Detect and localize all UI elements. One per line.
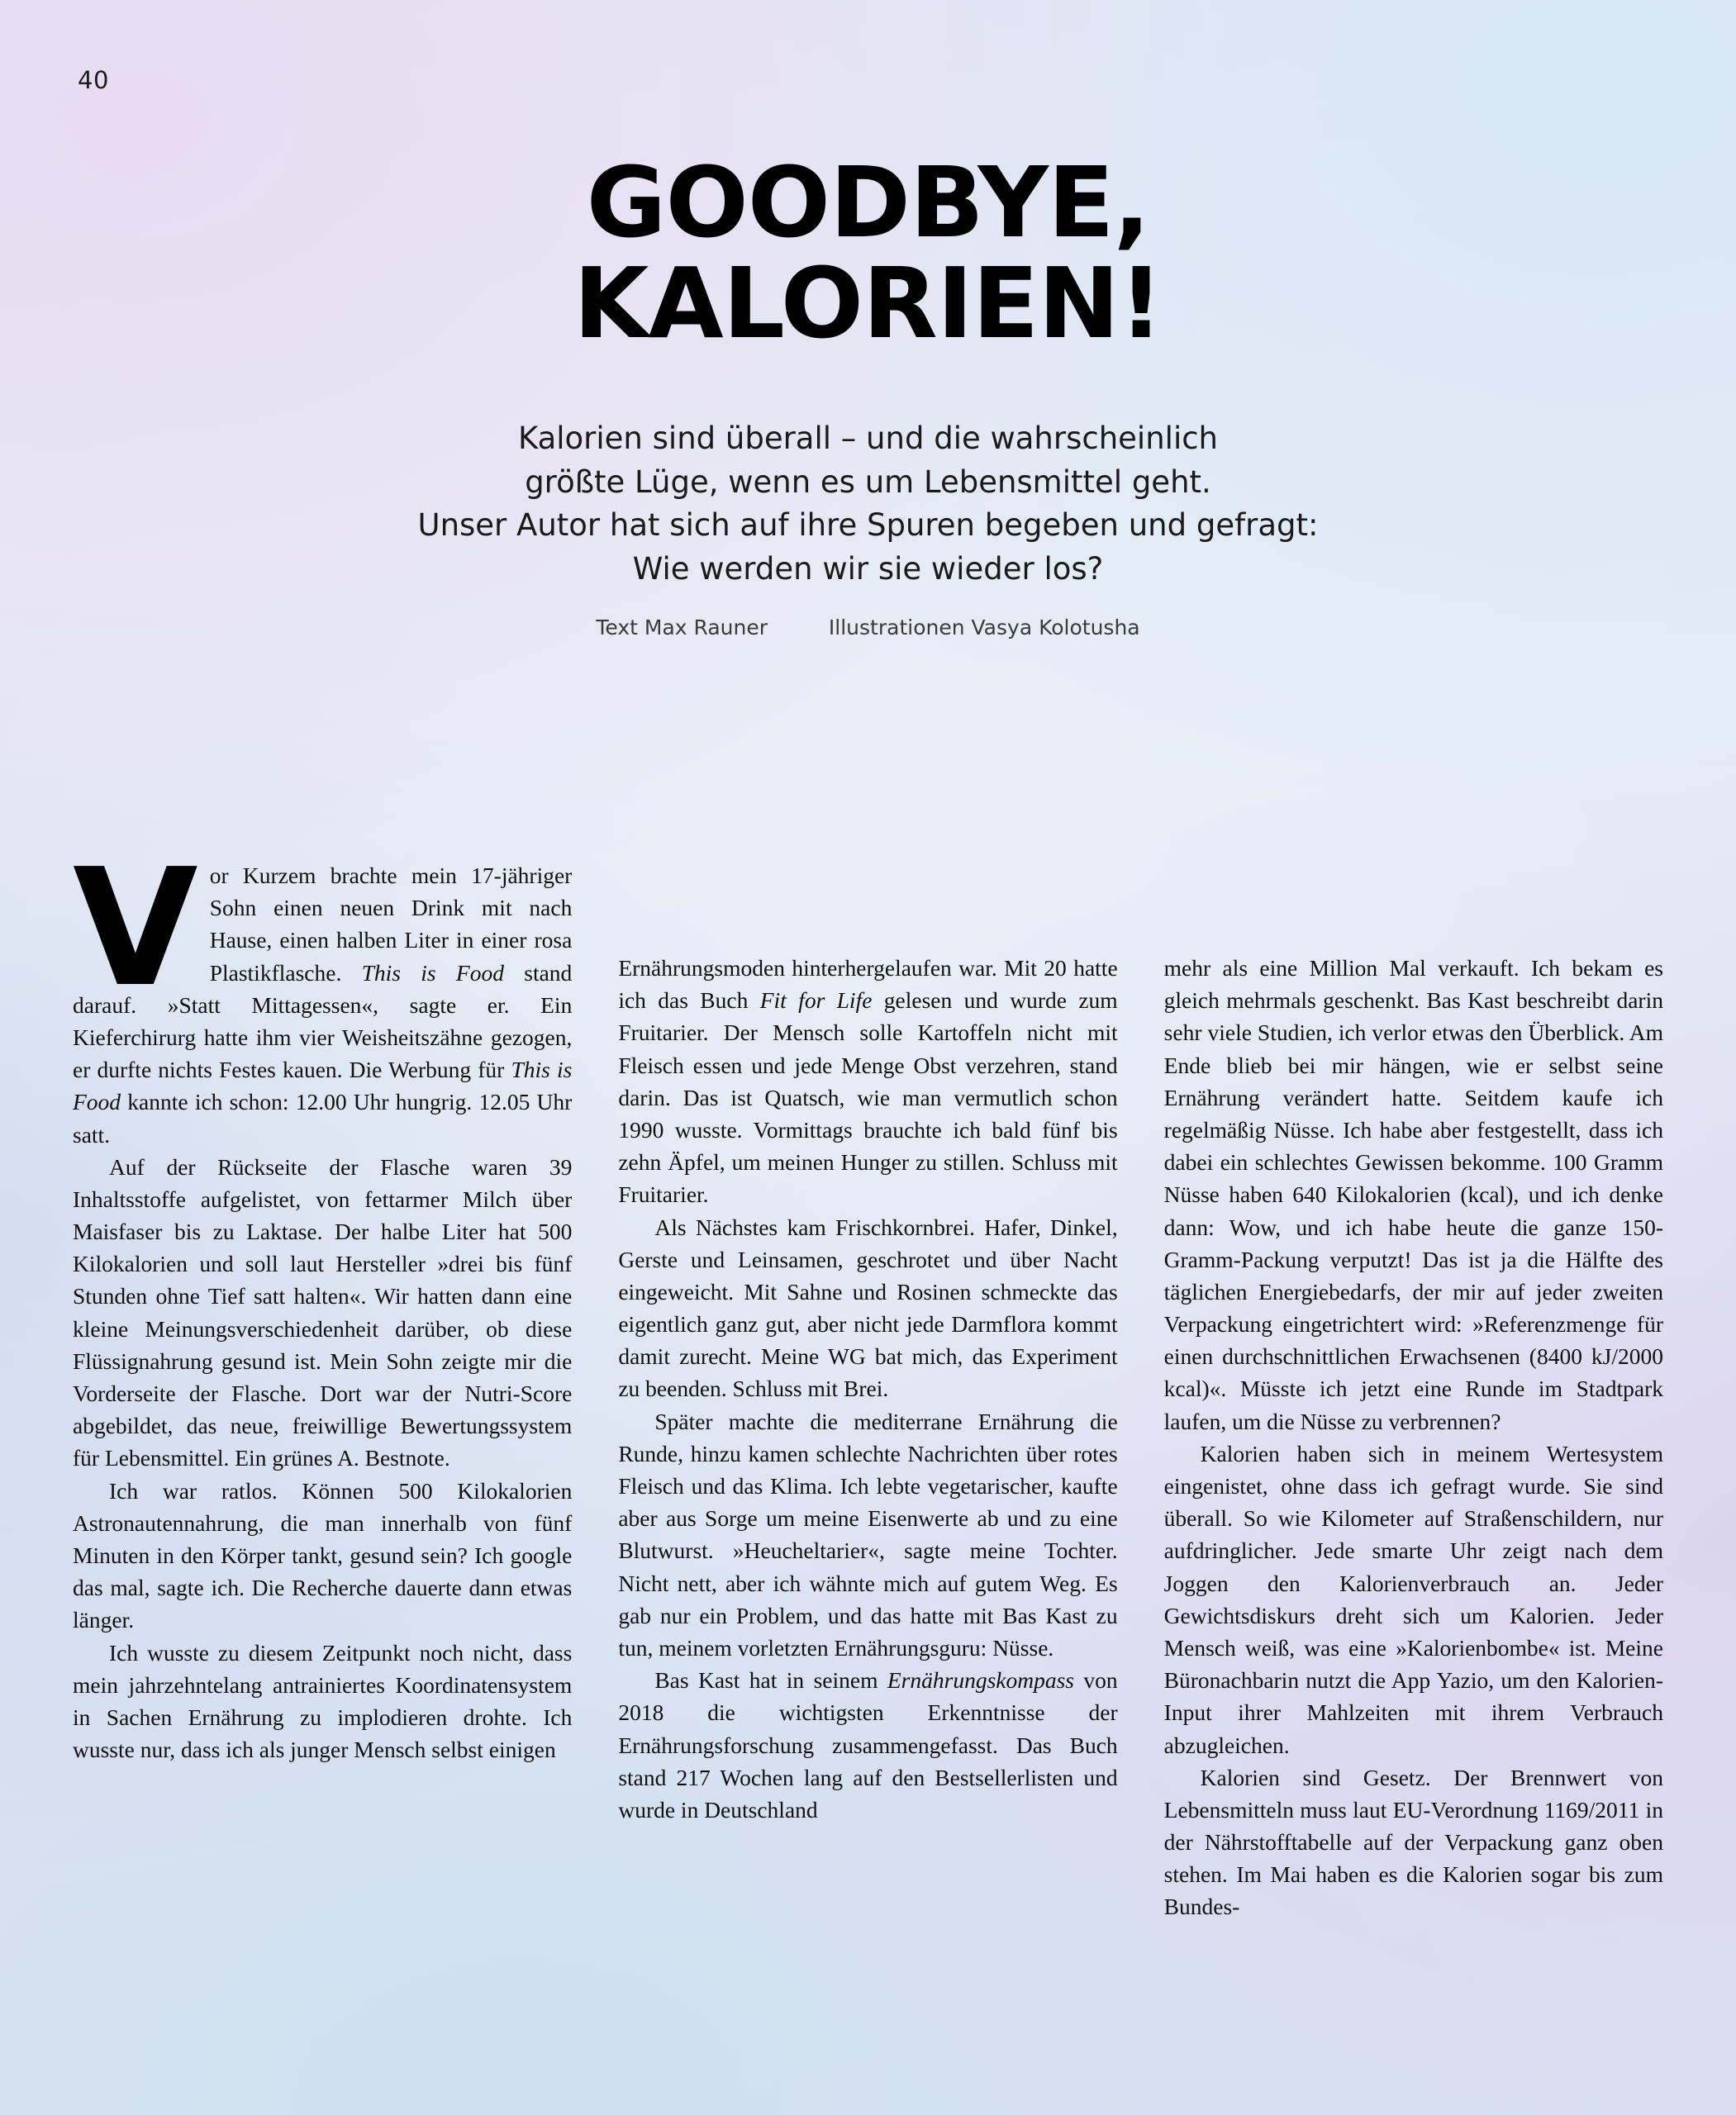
work-title: This is Food [361,959,504,986]
byline [0,615,1736,639]
column-three [1164,859,1663,2065]
headline-line-2: KALORIEN! [573,245,1163,360]
paragraph: mehr als eine Million Mal verkauft. Ich bekam es gleich mehrmals geschenkt. Bas Kast beschreibt darin sehr viele Studien, ich verlor etwas den Überblick. Am Ende blieb bei mir hängen, wie er selbst seine Ernährung verändert hatte. Seitdem kaufe ich regelmäßig Nüsse. Ich habe aber festgestellt, dass ich dabei ein schlechtes Gewissen bekomme. 100 Gramm Nüsse haben 640 Kilokalorien (kcal), und ich denke dann: Wow, und ich habe heute die ganze 150-Gramm-Packung verputzt! Das ist ja die Hälfte des täglichen Energiebedarfs, der mir auf jeder zweiten Verpackung eingetrichtert wird: »Referenzmenge für einen durchschnittlichen Erwachsenen (8400 kJ/2000 kcal)«. Müsste ich jetzt eine Runde im Stadtpark laufen, um die Nüsse zu verbrennen? [1163,955,1663,1434]
work-title: Fit for Life [759,987,873,1014]
paragraph: Ich war ratlos. Können 500 Kilokalorien Astronautennahrung, die man innerhalb von fünf Minuten in den Körper tankt, gesund sein? Ich google das mal, sagte ich. Die Recherche dauerte dann etwas länger. [73,1477,573,1633]
paragraph: Als Nächstes kam Frischkornbrei. Hafer, Dinkel, Gerste und Leinsamen, geschrotet und über Nacht eingeweicht. Mit Sahne und Rosinen schmeckte das eigentlich ganz gut, aber nicht jede Darmflora kommt damit zurecht. Meine WG bat mich, das Experiment zu beenden. Schluss mit Brei. [618,1214,1118,1402]
paragraph: Ernährungsmoden hinterhergelaufen war. Mit 20 hatte ich das Buch Fit for Life gelesen und wurde zum Fruitarier. Der Mensch solle Kartoffeln nicht mit Fleisch essen und jede Menge Obst verzehren, stand darin. Das ist Quatsch, wie man vermutlich schon 1990 wusste. Vormittags brauchte ich bald fünf bis zehn Äpfel, um meinen Hunger zu stillen. Schluss mit Fruitarier. [618,955,1118,1208]
byline-illustrator: Illustrationen Vasya Kolotusha [828,615,1140,639]
paragraph: Kalorien sind Gesetz. Der Brennwert von Lebensmitteln muss laut EU-Verordnung 1169/2011 in der Nährstofftabelle auf der Verpackung ganz oben stehen. Im Mai haben es die Kalorien sogar bis zum Bundes- [1163,1764,1663,1920]
standfirst-line-3: Unser Autor hat sich auf ihre Spuren begeben und gefragt: [417,507,1319,544]
work-title: This is Food [73,1057,573,1115]
standfirst-line-4: Wie werden wir sie wieder los? [632,550,1104,587]
column-two [618,859,1117,2065]
column-one [73,834,573,2065]
paragraph: Auf der Rückseite der Flasche waren 39 Inhaltsstoffe aufgelistet, von fettarmer Milch über Maisfaser bis zu Laktase. Der halbe Liter hat 500 Kilokalorien und soll laut Hersteller »drei bis fünf Stunden ohne Tief satt halten«. Wir hatten dann eine kleine Meinungsverschiedenheit darüber, ob diese Flüssignahrung gesund ist. Mein Sohn zeigte mir die Vorderseite der Flasche. Dort war der Nutri-Score abgebildet, das neue, freiwillige Bewertungssystem für Lebensmittel. Ein grünes A. Bestnote. [73,1153,573,1471]
drop-cap: V [73,834,198,1023]
paragraph: Ich wusste zu diesem Zeitpunkt noch nicht, dass mein jahrzehntelang antrainiertes Koordinatensystem in Sachen Ernährung zu implodieren drohte. Ich wusste nur, dass ich als junger Mensch selbst einigen [73,1639,573,1763]
work-title: Ernährungskompass [887,1667,1074,1694]
headline-line-1: GOODBYE, [586,145,1150,259]
paragraph: Bas Kast hat in seinem Ernährungskompass von 2018 die wichtigsten Erkenntnisse der Ernährungsforschung zusammengefasst. Das Buch stand 217 Wochen lang auf den Bestsellerlisten und wurde in Deutschland [618,1667,1118,1823]
page-title [0,145,1736,360]
page-number: 40 [78,66,109,94]
article-body [73,834,1663,2065]
paragraph: or Kurzem brachte mein 17-jähriger Sohn einen neuen Drink mit nach Hause, einen halben Liter in einer rosa Plastikflasche. This is Food stand darauf. »Statt Mittagessen«, sagte er. Ein Kieferchirurg hatte ihm vier Weisheitszähne gezogen, er durfte nichts Festes kauen. Die Werbung für This is Food kannte ich schon: 12.00 Uhr hungrig. 12.05 Uhr satt. [73,863,573,1148]
standfirst [0,417,1736,591]
byline-author: Text Max Rauner [596,615,768,639]
standfirst-line-1: Kalorien sind überall – und die wahrscheinlich [517,421,1219,456]
standfirst-line-2: größte Lüge, wenn es um Lebensmittel geht. [525,463,1211,500]
paragraph: Kalorien haben sich in meinem Wertesystem eingenistet, ohne dass ich gefragt wurde. Sie sind überall. So wie Kilometer auf Straßenschildern, nur aufdringlicher. Jede smarte Uhr zeigt nach dem Joggen den Kalorienverbrauch an. Jeder Gewichtsdiskurs dreht sich um Kalorien. Jeder Mensch weiß, was eine »Kalorienbombe« ist. Meine Büronachbarin nutzt die App Yazio, um den Kalorien-Input ihrer Mahlzeiten mit ihrem Verbrauch abzugleichen. [1163,1440,1663,1758]
paragraph: Später machte die mediterrane Ernährung die Runde, hinzu kamen schlechte Nachrichten über rotes Fleisch und das Klima. Ich lebte vegetarischer, kaufte aber aus Sorge um meine Eisenwerte ab und zu eine Blutwurst. »Heucheltarier«, sagte meine Tochter. Nicht nett, aber ich wähnte mich auf gutem Weg. Es gab nur ein Problem, und das hatte mit Bas Kast zu tun, meinem vorletzten Ernährungsguru: Nüsse. [618,1408,1118,1661]
